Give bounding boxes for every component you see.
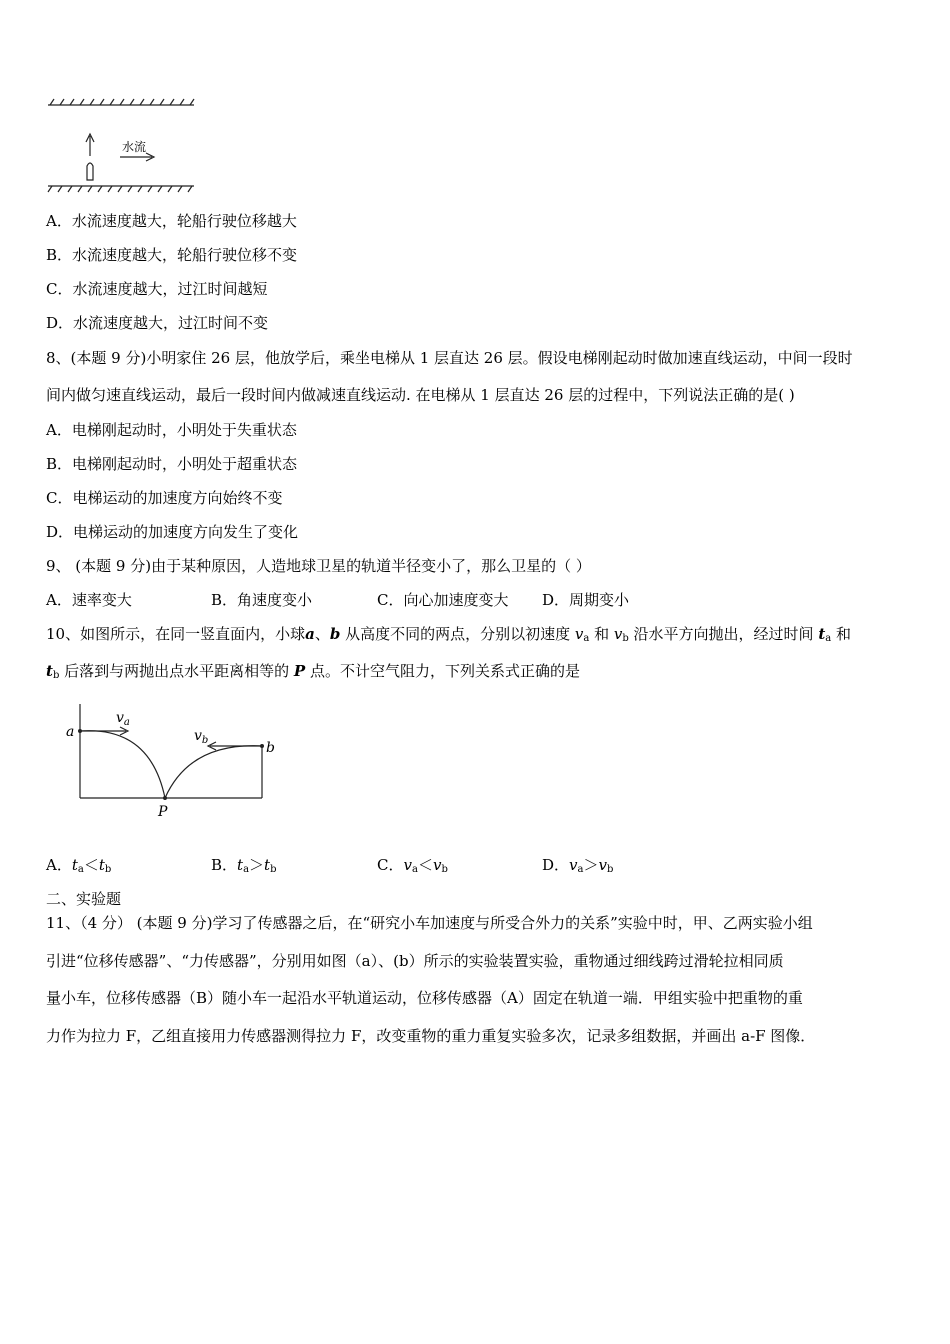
q10-text: 点。不计空气阻力，下列关系式正确的是 — [305, 662, 580, 680]
q10-ball-a: a — [305, 625, 315, 643]
q10-option-b — [211, 855, 276, 880]
q10-sep: 、 — [314, 625, 330, 643]
q10-var-t: t — [818, 625, 826, 643]
boat-icon — [87, 163, 93, 180]
q10-text: 沿水平方向抛出，经过时间 — [628, 625, 819, 643]
q8-stem-line1: 8、(本题 9 分)小明家住 26 层，他放学后，乘坐电梯从 1 层直达 26 层。假设电梯刚起动时做加速直线运动，中间一段时 — [46, 349, 853, 367]
figure-label-p: P — [158, 804, 168, 820]
figure-label-va — [116, 710, 130, 728]
figure-label-vb — [194, 728, 208, 746]
water-flow-label: 水流 — [122, 140, 147, 154]
sub-a: a — [411, 864, 418, 875]
relation: ＜ — [83, 856, 99, 874]
q10-sub-a: a — [583, 633, 590, 644]
q9-option-c: C．向心加速度变大 — [377, 591, 509, 609]
q10-sub-b: b — [52, 670, 60, 681]
q9-option-a: A．速率变大 — [46, 591, 132, 609]
relation: ＜ — [417, 856, 433, 874]
lower-bank-hatch — [48, 186, 192, 192]
q11-line3: 量小车，位移传感器（B）随小车一起沿水平轨道运动，位移传感器（A）固定在轨道一端．甲组实验中把重物的重 — [46, 989, 803, 1007]
var-v: v — [569, 856, 578, 874]
sub-b: b — [606, 864, 614, 875]
vb-v: v — [194, 728, 202, 744]
q11-line2: 引进“位移传感器”、“力传感器”，分别用如图（a）、(b）所示的实验装置实验，重物通过细线跨过滑轮拉相同质 — [46, 952, 784, 970]
q7-option-d: D．水流速度越大，过江时间不变 — [46, 314, 269, 332]
q10-text: 从高度不同的两点，分别以初速度 — [340, 625, 575, 643]
var-t: t — [71, 856, 78, 874]
projectile-figure — [60, 698, 280, 828]
ball-a-dot — [78, 729, 82, 733]
q10-option-d — [542, 855, 613, 880]
option-prefix: C． — [377, 856, 404, 874]
q11-line1: 11、（4 分） (本题 9 分)学习了传感器之后，在“研究小车加速度与所受合外力的关系”实验中时，甲、乙两实验小组 — [46, 914, 813, 932]
vb-sub: b — [201, 735, 209, 746]
relation: ＞ — [583, 856, 599, 874]
q10-var-v: v — [613, 625, 623, 643]
q10-var-t: t — [46, 662, 53, 680]
section-title-experiment: 二、实验题 — [46, 890, 122, 908]
trajectory-b — [165, 746, 262, 798]
q10-var-v: v — [574, 625, 584, 643]
var-v: v — [403, 856, 412, 874]
q10-text: 后落到与两抛出点水平距离相等的 — [59, 662, 294, 680]
q10-option-c — [377, 855, 448, 880]
q10-text: 10、如图所示，在同一竖直面内，小球 — [46, 625, 306, 643]
q9-option-b: B．角速度变小 — [211, 591, 313, 609]
sub-b: b — [441, 864, 448, 875]
q10-stem-line1 — [46, 624, 851, 649]
q7-option-b: B．水流速度越大，轮船行驶位移不变 — [46, 246, 298, 264]
q10-sub-b: b — [622, 633, 629, 644]
q9-stem: 9、 (本题 9 分)由于某种原因，人造地球卫星的轨道半径变小了，那么卫星的（ ） — [46, 557, 591, 575]
trajectory-a — [80, 731, 165, 798]
var-t: t — [237, 856, 244, 874]
relation: ＞ — [249, 856, 265, 874]
q8-option-c: C．电梯运动的加速度方向始终不变 — [46, 489, 283, 507]
q8-option-d: D．电梯运动的加速度方向发生了变化 — [46, 523, 299, 541]
option-prefix: D． — [542, 856, 570, 874]
q7-option-a: A．水流速度越大，轮船行驶位移越大 — [46, 212, 297, 230]
q10-stem-line2 — [46, 661, 580, 686]
q10-ball-b: b — [329, 625, 341, 643]
sub-a: a — [243, 864, 250, 875]
ball-b-dot — [260, 744, 264, 748]
river-crossing-figure — [44, 96, 204, 196]
q10-point-p: P — [293, 662, 306, 680]
option-prefix: B． — [211, 856, 238, 874]
figure-label-b: b — [266, 740, 275, 756]
sub-a: a — [577, 864, 584, 875]
var-v: v — [432, 856, 442, 874]
q8-option-b: B．电梯刚起动时，小明处于超重状态 — [46, 455, 298, 473]
var-t: t — [264, 856, 271, 874]
sub-b: b — [104, 864, 112, 875]
va-sub: a — [123, 717, 130, 728]
figure-label-a: a — [66, 724, 75, 740]
var-t: t — [98, 856, 105, 874]
point-p-dot — [163, 796, 167, 800]
q8-stem-line2: 间内做匀速直线运动，最后一段时间内做减速直线运动. 在电梯从 1 层直达 26 层的过程中，下列说法正确的是( ) — [46, 386, 795, 404]
option-prefix: A． — [46, 856, 72, 874]
upper-bank-hatch — [50, 99, 194, 105]
sub-b: b — [270, 864, 277, 875]
q10-text: 和 — [831, 625, 852, 643]
q10-sub-a: a — [825, 633, 832, 644]
q10-text: 和 — [589, 625, 614, 643]
q8-option-a: A．电梯刚起动时，小明处于失重状态 — [46, 421, 297, 439]
sub-a: a — [77, 864, 84, 875]
q11-line4: 力作为拉力 F，乙组直接用力传感器测得拉力 F，改变重物的重力重复实验多次，记录多组数据，并画出 a-F 图像． — [46, 1027, 816, 1045]
var-v: v — [598, 856, 607, 874]
va-v: v — [116, 710, 124, 726]
q9-option-d: D．周期变小 — [542, 591, 630, 609]
q7-option-c: C．水流速度越大，过江时间越短 — [46, 280, 268, 298]
q10-option-a — [46, 855, 111, 880]
